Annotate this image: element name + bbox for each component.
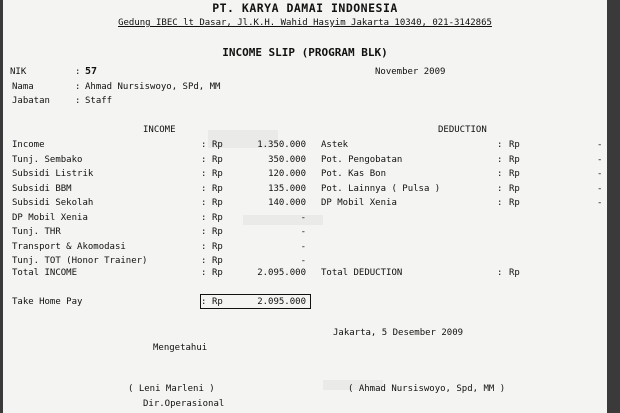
deduction-row-currency: Rp <box>509 154 520 165</box>
deduction-row-colon: : <box>497 140 503 150</box>
income-slip-paper <box>3 0 607 413</box>
income-row-label: DP Mobil Xenia <box>12 212 88 223</box>
take-home-label: Take Home Pay <box>12 297 83 307</box>
total-income-label: Total INCOME <box>12 268 78 278</box>
company-address: Gedung IBEC lt Dasar, Jl.K.H. Wahid Hasyim Jakarta 10340, 021-3142865 <box>118 18 492 28</box>
deduction-row-currency: Rp <box>509 198 520 208</box>
deduction-row-label: Astek <box>321 140 349 150</box>
income-row-value: 140.000 <box>268 198 306 208</box>
income-row-value: - <box>300 227 306 237</box>
income-row-colon: : <box>201 169 207 179</box>
deduction-row-colon: : <box>497 183 503 194</box>
signer-left-name: ( Leni Marleni ) <box>128 384 215 394</box>
deduction-row-colon: : <box>497 198 503 208</box>
deduction-row-value: - <box>597 169 603 179</box>
income-row-value: - <box>300 212 306 223</box>
income-row-colon: : <box>201 198 207 208</box>
deduction-heading: DEDUCTION <box>438 125 487 135</box>
deduction-row-label: Pot. Lainnya ( Pulsa ) <box>321 183 441 194</box>
income-row-value: 1.350.000 <box>257 140 306 150</box>
income-row-value: 120.000 <box>268 169 306 179</box>
nama-colon: : <box>75 82 81 92</box>
income-row-label: Tunj. TOT (Honor Trainer) <box>12 256 148 266</box>
income-row-colon: : <box>201 256 207 266</box>
deduction-row-value: - <box>597 198 603 208</box>
signer-right-name: ( Ahmad Nursiswoyo, Spd, MM ) <box>348 384 506 394</box>
income-row-colon: : <box>201 154 207 165</box>
income-row-value: - <box>300 241 306 252</box>
income-row-label: Subsidi Listrik <box>12 169 94 179</box>
nama-label: Nama <box>12 82 34 92</box>
period: November 2009 <box>375 67 446 77</box>
company-name: PT. KARYA DAMAI INDONESIA <box>212 1 398 15</box>
jabatan-value: Staff <box>85 96 113 106</box>
income-row-label: Income <box>12 140 45 150</box>
total-deduction-label: Total DEDUCTION <box>321 268 403 278</box>
deduction-row-colon: : <box>497 154 503 165</box>
income-row-label: Tunj. Sembako <box>12 154 83 165</box>
income-row-currency: Rp <box>212 183 223 194</box>
income-row-label: Subsidi BBM <box>12 183 72 194</box>
total-income-value: 2.095.000 <box>257 268 306 278</box>
income-row-value: - <box>300 256 306 266</box>
total-income-colon: : <box>201 268 207 278</box>
income-row-currency: Rp <box>212 154 223 165</box>
income-row-value: 135.000 <box>268 183 306 194</box>
total-deduction-colon: : <box>497 268 503 278</box>
income-heading: INCOME <box>143 125 176 135</box>
deduction-row-label: Pot. Kas Bon <box>321 169 387 179</box>
jabatan-label: Jabatan <box>12 96 50 106</box>
deduction-row-colon: : <box>497 169 503 179</box>
income-row-colon: : <box>201 241 207 252</box>
deduction-row-value: - <box>597 140 603 150</box>
income-row-colon: : <box>201 212 207 223</box>
take-home-colon: : <box>201 297 207 307</box>
jabatan-colon: : <box>75 96 81 106</box>
income-row-label: Transport & Akomodasi <box>12 241 126 252</box>
nama-value: Ahmad Nursiswoyo, SPd, MM <box>85 82 221 92</box>
deduction-row-currency: Rp <box>509 183 520 194</box>
income-row-label: Subsidi Sekolah <box>12 198 94 208</box>
total-income-currency: Rp <box>212 268 223 278</box>
nik-value: 57 <box>85 66 98 77</box>
slip-title: INCOME SLIP (PROGRAM BLK) <box>222 46 388 59</box>
income-row-value: 350.000 <box>268 154 306 165</box>
income-row-currency: Rp <box>212 256 223 266</box>
income-row-currency: Rp <box>212 140 223 150</box>
income-row-currency: Rp <box>212 227 223 237</box>
income-row-currency: Rp <box>212 198 223 208</box>
income-row-colon: : <box>201 227 207 237</box>
deduction-row-currency: Rp <box>509 169 520 179</box>
total-deduction-currency: Rp <box>509 268 520 278</box>
take-home-value: 2.095.000 <box>257 297 306 307</box>
income-row-currency: Rp <box>212 169 223 179</box>
income-row-currency: Rp <box>212 241 223 252</box>
income-row-currency: Rp <box>212 212 223 223</box>
income-row-label: Tunj. THR <box>12 227 61 237</box>
deduction-row-label: DP Mobil Xenia <box>321 198 397 208</box>
take-home-currency: Rp <box>212 297 223 307</box>
nik-label: NIK <box>10 67 27 77</box>
nik-colon: : <box>75 67 81 77</box>
place-date: Jakarta, 5 Desember 2009 <box>333 328 464 338</box>
income-row-colon: : <box>201 140 207 150</box>
signer-left-title: Dir.Operasional <box>143 399 225 409</box>
acknowledged-text: Mengetahui <box>153 343 208 353</box>
income-row-colon: : <box>201 183 207 194</box>
deduction-row-currency: Rp <box>509 140 520 150</box>
deduction-row-label: Pot. Pengobatan <box>321 154 403 165</box>
deduction-row-value: - <box>597 183 603 194</box>
deduction-row-value: - <box>597 154 603 165</box>
